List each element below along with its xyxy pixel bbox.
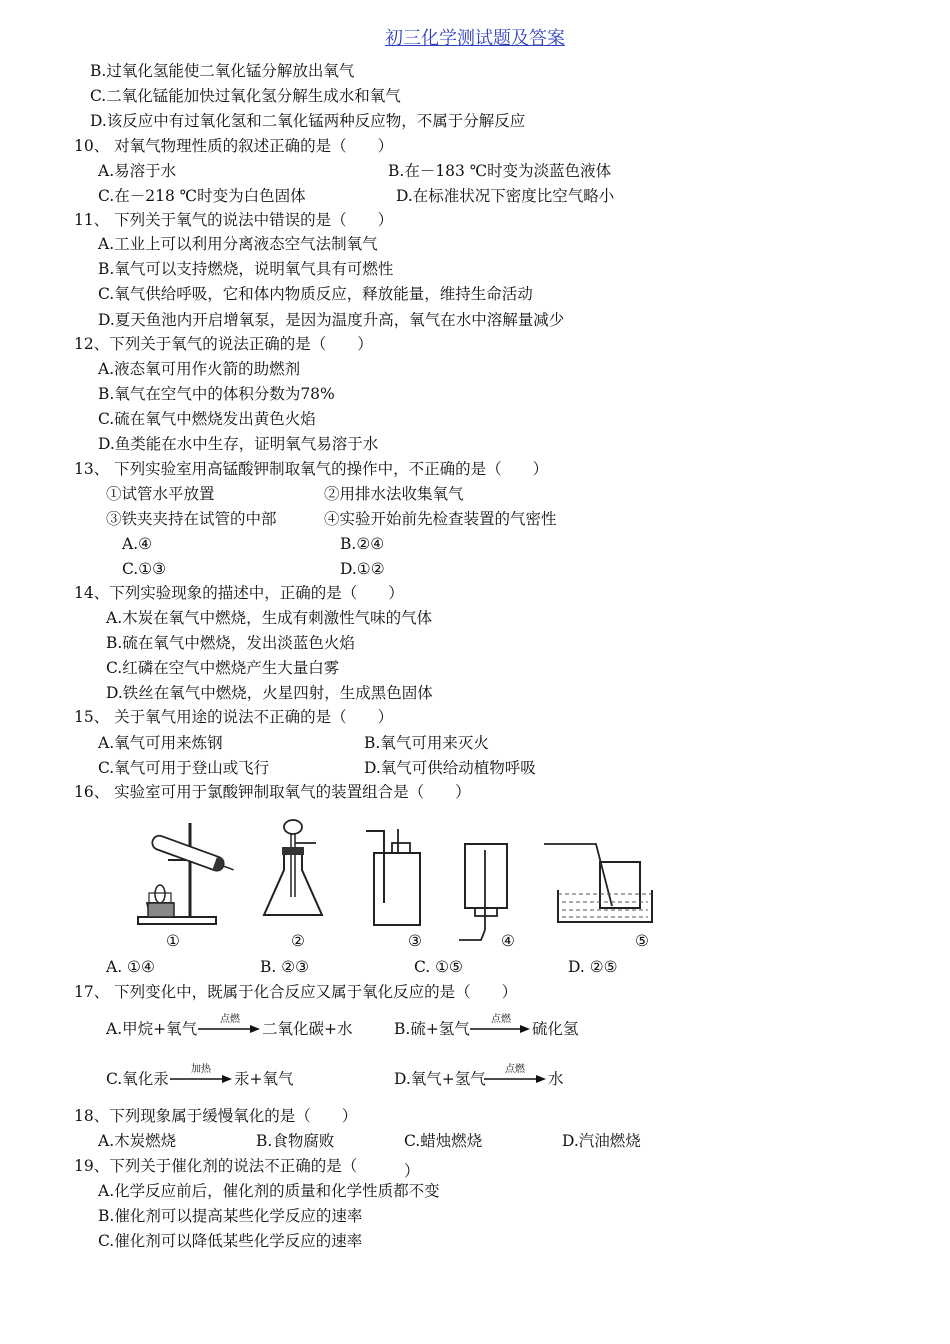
q16-option-b: B. ②③ (260, 958, 310, 976)
q9-option-b: B.过氧化氢能使二氧化锰分解放出氧气 (90, 62, 355, 80)
q12-option-a: A.液态氧可用作火箭的助燃剂 (98, 360, 301, 378)
q15-stem: 15、 关于氧气用途的说法不正确的是（ ） (74, 708, 394, 726)
q17-option-c-condition: 加热 (191, 1064, 211, 1075)
q17-option-b-reactants: B.硫+氢气 (394, 1020, 470, 1038)
q10-stem: 10、 对氧气物理性质的叙述正确的是（ ） (74, 137, 394, 155)
q17-option-c-arrow (170, 1074, 232, 1084)
q13-statement-3: ③铁夹夹持在试管的中部 (106, 510, 277, 528)
q13-option-c: C.①③ (122, 560, 167, 578)
apparatus-1-heating-setup (130, 815, 240, 927)
q17-option-a-arrow (198, 1024, 260, 1034)
page-title[interactable]: 初三化学测试题及答案 (385, 28, 565, 49)
q19-stem-close: ） (404, 1162, 420, 1180)
q13-statement-2: ②用排水法收集氧气 (324, 485, 464, 503)
q11-option-b: B.氧气可以支持燃烧，说明氧气具有可燃性 (98, 260, 394, 278)
q13-option-b: B.②④ (340, 535, 385, 553)
q13-statement-4: ④实验开始前先检查装置的气密性 (324, 510, 557, 528)
q12-option-d: D.鱼类能在水中生存，证明氧气易溶于水 (98, 435, 379, 453)
apparatus-label-3: ③ (408, 932, 422, 950)
q17-option-a-condition: 点燃 (220, 1014, 240, 1025)
q13-stem: 13、 下列实验室用高锰酸钾制取氧气的操作中，不正确的是（ ） (74, 460, 549, 478)
q18-option-a: A.木炭燃烧 (98, 1132, 177, 1150)
q10-option-d: D.在标准状况下密度比空气略小 (396, 187, 615, 205)
q18-stem: 18、下列现象属于缓慢氧化的是（ ） (74, 1107, 358, 1125)
q14-option-c: C.红磷在空气中燃烧产生大量白雾 (106, 659, 340, 677)
q17-option-a-reactants: A.甲烷+氧气 (106, 1020, 198, 1038)
q13-statement-1: ①试管水平放置 (106, 485, 215, 503)
q12-stem: 12、下列关于氧气的说法正确的是（ ） (74, 335, 373, 353)
q19-option-b: B.催化剂可以提高某些化学反应的速率 (98, 1207, 363, 1225)
q17-option-d-products: 水 (548, 1070, 564, 1088)
apparatus-label-1: ① (166, 932, 180, 950)
q14-option-a: A.木炭在氧气中燃烧，生成有刺激性气味的气体 (106, 609, 433, 627)
apparatus-label-4: ④ (501, 932, 515, 950)
q11-option-c: C.氧气供给呼吸，它和体内物质反应，释放能量，维持生命活动 (98, 285, 533, 303)
q17-option-b-arrow (470, 1024, 530, 1034)
q16-option-c: C. ①⑤ (414, 958, 463, 976)
q17-option-c-products: 汞+氧气 (234, 1070, 294, 1088)
apparatus-5-water-trough (540, 840, 660, 930)
q17-option-d-condition: 点燃 (505, 1064, 525, 1075)
q17-option-d-reactants: D.氧气+氢气 (394, 1070, 486, 1088)
q10-option-a: A.易溶于水 (98, 162, 177, 180)
apparatus-3-collecting-bottle (360, 825, 430, 930)
q12-option-b: B.氧气在空气中的体积分数为78% (98, 385, 335, 403)
apparatus-2-conical-flask (258, 815, 328, 927)
q17-option-b-products: 硫化氢 (532, 1020, 579, 1038)
q18-option-b: B.食物腐败 (256, 1132, 335, 1150)
q17-option-a-products: 二氧化碳+水 (262, 1020, 353, 1038)
q16-option-d: D. ②⑤ (568, 958, 618, 976)
q11-option-d: D.夏天鱼池内开启增氧泵，是因为温度升高，氧气在水中溶解量减少 (98, 311, 565, 329)
q17-option-c-reactants: C.氧化汞 (106, 1070, 169, 1088)
q14-stem: 14、下列实验现象的描述中，正确的是（ ） (74, 584, 404, 602)
q18-option-c: C.蜡烛燃烧 (404, 1132, 483, 1150)
apparatus-label-2: ② (291, 932, 305, 950)
q19-option-c: C.催化剂可以降低某些化学反应的速率 (98, 1232, 363, 1250)
q10-option-c: C.在－218 ℃时变为白色固体 (98, 187, 306, 205)
q14-option-b: B.硫在氧气中燃烧，发出淡蓝色火焰 (106, 634, 355, 652)
q10-option-b: B.在－183 ℃时变为淡蓝色液体 (388, 162, 612, 180)
q9-option-c: C.二氧化锰能加快过氧化氢分解生成水和氧气 (90, 87, 401, 105)
q19-stem: 19、下列关于催化剂的说法不正确的是（ (74, 1157, 358, 1175)
q15-option-a: A.氧气可用来炼钢 (98, 734, 223, 752)
q15-option-b: B.氧气可用来灭火 (364, 734, 489, 752)
q13-option-d: D.①② (340, 560, 385, 578)
q19-option-a: A.化学反应前后，催化剂的质量和化学性质都不变 (98, 1182, 440, 1200)
q9-option-d: D.该反应中有过氧化氢和二氧化锰两种反应物，不属于分解反应 (90, 112, 526, 130)
q16-stem: 16、 实验室可用于氯酸钾制取氧气的装置组合是（ ） (74, 783, 471, 801)
q17-option-d-arrow (484, 1074, 546, 1084)
q15-option-c: C.氧气可用于登山或飞行 (98, 759, 270, 777)
q14-option-d: D.铁丝在氧气中燃烧，火星四射，生成黑色固体 (106, 684, 433, 702)
q11-option-a: A.工业上可以利用分离液态空气法制氧气 (98, 235, 378, 253)
q13-option-a: A.④ (122, 535, 153, 553)
q17-option-b-condition: 点燃 (491, 1014, 511, 1025)
q11-stem: 11、 下列关于氧气的说法中错误的是（ ） (74, 211, 394, 229)
q15-option-d: D.氧气可供给动植物呼吸 (364, 759, 536, 777)
q16-option-a: A. ①④ (106, 958, 155, 976)
q18-option-d: D.汽油燃烧 (562, 1132, 641, 1150)
q12-option-c: C.硫在氧气中燃烧发出黄色火焰 (98, 410, 316, 428)
q17-stem: 17、 下列变化中，既属于化合反应又属于氧化反应的是（ ） (74, 983, 518, 1001)
apparatus-label-5: ⑤ (635, 932, 649, 950)
